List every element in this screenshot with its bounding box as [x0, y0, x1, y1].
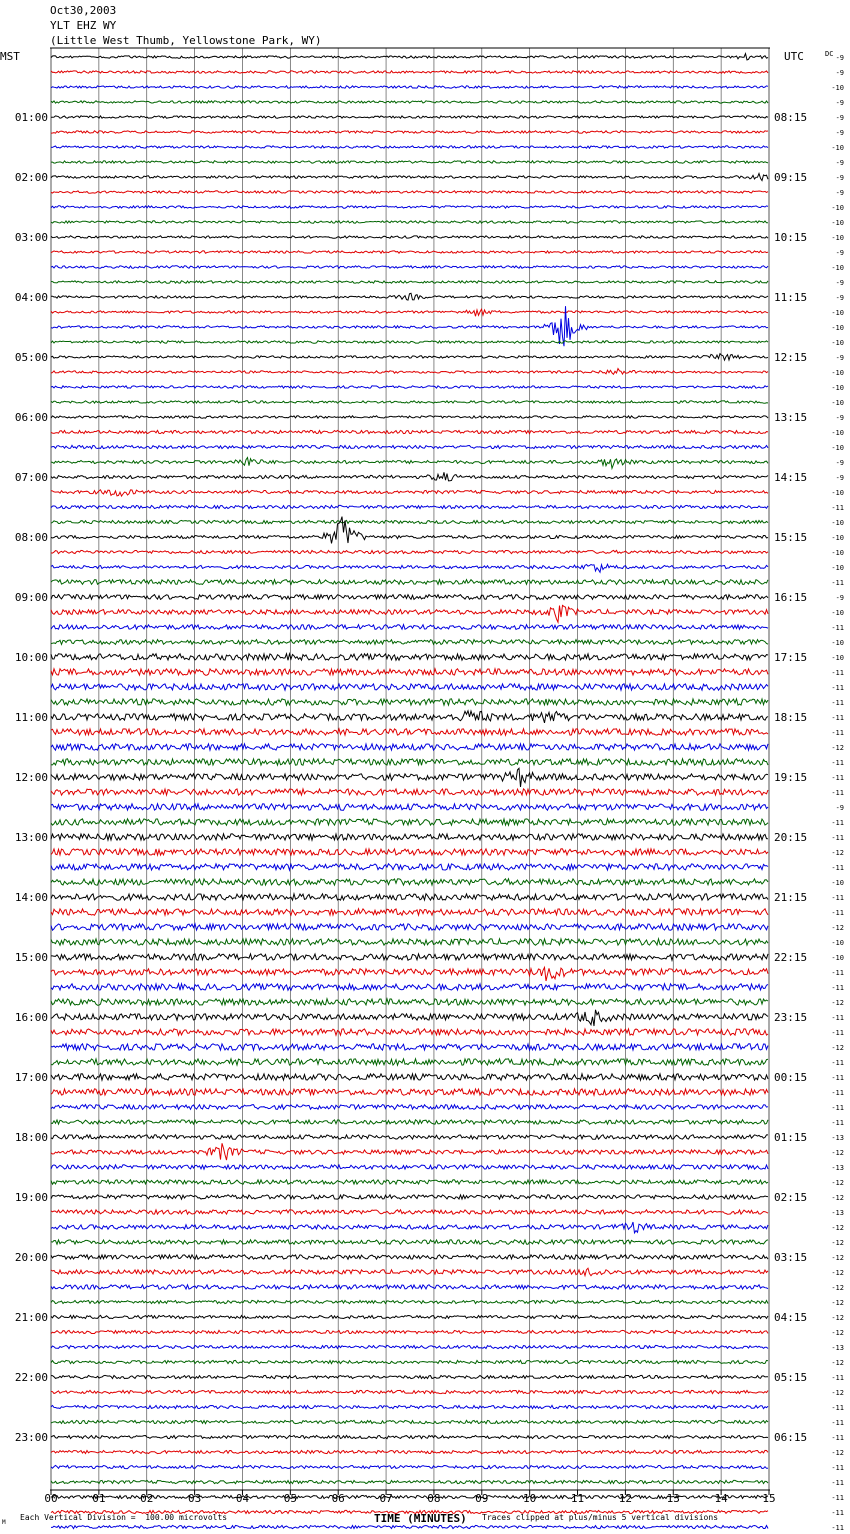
- dc-offset-label: -10: [831, 654, 844, 662]
- trace-line: [51, 161, 768, 163]
- dc-offset-label: -9: [835, 174, 844, 182]
- trace-line: [51, 625, 768, 630]
- dc-offset-label: -10: [831, 219, 844, 227]
- trace-line: [51, 967, 768, 981]
- trace-line: [51, 86, 768, 88]
- x-tick-label: 03: [187, 1492, 202, 1505]
- dc-offset-label: -11: [831, 1434, 844, 1442]
- x-axis-title: TIME (MINUTES): [374, 1512, 467, 1525]
- trace-line: [51, 1255, 768, 1259]
- x-tick-label: 05: [283, 1492, 297, 1505]
- dc-offset-label: -10: [831, 384, 844, 392]
- dc-offset-label: -12: [831, 1194, 844, 1202]
- clip-note: Traces clipped at plus/minus 5 vertical divisions: [482, 1513, 719, 1522]
- dc-offset-label: -9: [835, 114, 844, 122]
- hour-label-mst: 14:00: [14, 891, 48, 904]
- dc-offset-label: -10: [831, 879, 844, 887]
- trace-line: [51, 1240, 768, 1244]
- dc-offset-label: -10: [831, 639, 844, 647]
- trace-line: [51, 146, 768, 148]
- dc-offset-label: -9: [835, 189, 844, 197]
- dc-offset-label: -12: [831, 1224, 844, 1232]
- dc-offset-label: -13: [831, 1134, 844, 1142]
- dc-offset-label: -10: [831, 399, 844, 407]
- hour-label-mst: 15:00: [14, 951, 48, 964]
- trace-line: [51, 1480, 768, 1483]
- hour-label-utc: 19:15: [774, 771, 808, 784]
- trace-line: [51, 684, 768, 690]
- trace-line: [51, 1465, 768, 1468]
- dc-offset-label: -9: [835, 474, 844, 482]
- trace-line: [51, 1089, 768, 1095]
- trace-line: [51, 939, 768, 945]
- hour-label-mst: 04:00: [14, 291, 48, 304]
- dc-offset-label: -11: [831, 1494, 844, 1502]
- dc-offset-label: -12: [831, 1284, 844, 1292]
- dc-offset-label: -11: [831, 1509, 844, 1517]
- hour-label-utc: 14:15: [774, 471, 808, 484]
- trace-line: [51, 640, 768, 645]
- hour-label-utc: 12:15: [774, 351, 808, 364]
- hour-label-mst: 12:00: [14, 771, 48, 784]
- dc-offset-label: -11: [831, 684, 844, 692]
- trace-line: [51, 401, 768, 403]
- hour-label-mst: 13:00: [14, 831, 48, 844]
- dc-offset-label: -11: [831, 834, 844, 842]
- trace-line: [51, 520, 768, 523]
- hour-label-utc: 16:15: [774, 591, 808, 604]
- dc-offset-label: -10: [831, 489, 844, 497]
- trace-line: [51, 1345, 768, 1348]
- dc-offset-label: -10: [831, 549, 844, 557]
- trace-line: [51, 819, 768, 825]
- dc-offset-label: -11: [831, 1029, 844, 1037]
- trace-line: [51, 1143, 768, 1160]
- hour-label-mst: 06:00: [14, 411, 48, 424]
- trace-line: [51, 206, 768, 208]
- hour-label-utc: 18:15: [774, 711, 808, 724]
- hour-label-mst: 18:00: [14, 1131, 48, 1144]
- corner-mark: M: [2, 1519, 6, 1526]
- dc-offset-label: -11: [831, 1404, 844, 1412]
- dc-offset-label: -11: [831, 774, 844, 782]
- trace-line: [51, 1010, 768, 1026]
- trace-line: [51, 1029, 768, 1035]
- hour-label-mst: 07:00: [14, 471, 48, 484]
- trace-line: [51, 1268, 768, 1276]
- hour-label-utc: 22:15: [774, 951, 808, 964]
- trace-line: [51, 54, 768, 60]
- x-tick-label: 00: [44, 1492, 58, 1505]
- trace-line: [51, 1315, 768, 1318]
- dc-offset-label: -12: [831, 1389, 844, 1397]
- dc-offset-label: -13: [831, 1164, 844, 1172]
- trace-line: [51, 191, 768, 193]
- dc-offset-label: -10: [831, 309, 844, 317]
- dc-offset-label: -12: [831, 1314, 844, 1322]
- dc-offset-label: -11: [831, 714, 844, 722]
- trace-line: [51, 1405, 768, 1408]
- trace-line: [51, 804, 768, 810]
- dc-offset-label: -12: [831, 924, 844, 932]
- dc-offset-label: -11: [831, 624, 844, 632]
- dc-offset-label: -10: [831, 339, 844, 347]
- dc-offset-label: -10: [831, 429, 844, 437]
- x-tick-label: 10: [523, 1492, 537, 1505]
- hour-label-utc: 09:15: [774, 171, 808, 184]
- hour-label-mst: 23:00: [14, 1431, 48, 1444]
- dc-offset-label: -10: [831, 234, 844, 242]
- hour-label-mst: 19:00: [14, 1191, 48, 1204]
- trace-line: [51, 309, 768, 316]
- hour-label-utc: 01:15: [774, 1131, 808, 1144]
- chart-location: (Little West Thumb, Yellowstone Park, WY): [50, 34, 322, 47]
- dc-offset-label: -12: [831, 744, 844, 752]
- dc-offset-label: -13: [831, 1344, 844, 1352]
- hour-label-mst: 01:00: [14, 111, 48, 124]
- trace-line: [51, 879, 768, 885]
- trace-line: [51, 654, 768, 660]
- dc-offset-label: -12: [831, 1239, 844, 1247]
- dc-offset-label: -11: [831, 1524, 844, 1532]
- dc-offset-label: -11: [831, 1464, 844, 1472]
- trace-line: [51, 1120, 768, 1124]
- dc-offset-label: -9: [835, 459, 844, 467]
- dc-header-label: DC: [825, 50, 834, 58]
- x-tick-label: 12: [618, 1492, 633, 1505]
- dc-offset-label: -11: [831, 1479, 844, 1487]
- trace-line: [51, 281, 768, 283]
- hour-label-mst: 17:00: [14, 1071, 48, 1084]
- dc-offset-label: -11: [831, 579, 844, 587]
- trace-line: [51, 1360, 768, 1363]
- dc-offset-label: -12: [831, 999, 844, 1007]
- dc-offset-label: -12: [831, 1299, 844, 1307]
- dc-offset-label: -12: [831, 849, 844, 857]
- dc-offset-label: -9: [835, 69, 844, 77]
- trace-line: [51, 1330, 768, 1333]
- x-tick-label: 09: [475, 1492, 489, 1505]
- trace-line: [51, 1195, 768, 1199]
- trace-line: [51, 909, 768, 915]
- trace-line: [51, 386, 768, 388]
- hour-label-mst: 21:00: [14, 1311, 48, 1324]
- dc-offset-label: -11: [831, 1419, 844, 1427]
- dc-offset-label: -9: [835, 54, 844, 62]
- chart-date: Oct30,2003: [50, 4, 117, 17]
- x-tick-label: 13: [666, 1492, 680, 1505]
- hour-label-mst: 16:00: [14, 1011, 48, 1024]
- trace-line: [51, 954, 768, 960]
- dc-offset-label: -11: [831, 1089, 844, 1097]
- dc-offset-label: -9: [835, 279, 844, 287]
- dc-offset-label: -9: [835, 354, 844, 362]
- dc-offset-label: -11: [831, 819, 844, 827]
- hour-label-utc: 21:15: [774, 891, 808, 904]
- trace-line: [51, 849, 768, 855]
- trace-line: [51, 1525, 768, 1528]
- trace-line: [51, 580, 768, 585]
- hour-label-mst: 22:00: [14, 1371, 48, 1384]
- trace-line: [51, 101, 768, 103]
- dc-offset-label: -9: [835, 414, 844, 422]
- hour-label-mst: 20:00: [14, 1251, 48, 1264]
- x-tick-label: 07: [379, 1492, 393, 1505]
- hour-label-utc: 13:15: [774, 411, 808, 424]
- chart-station: YLT EHZ WY: [50, 19, 117, 32]
- trace-line: [51, 729, 768, 735]
- dc-offset-label: -13: [831, 1209, 844, 1217]
- x-tick-label: 08: [427, 1492, 441, 1505]
- dc-offset-label: -11: [831, 894, 844, 902]
- trace-line: [51, 894, 768, 900]
- trace-line: [51, 924, 768, 930]
- trace-line: [51, 999, 768, 1005]
- trace-line: [51, 550, 768, 553]
- dc-offset-label: -11: [831, 504, 844, 512]
- dc-offset-label: -9: [835, 294, 844, 302]
- dc-offset-label: -11: [831, 1119, 844, 1127]
- dc-offset-label: -12: [831, 1329, 844, 1337]
- dc-offset-label: -10: [831, 324, 844, 332]
- trace-line: [51, 71, 768, 73]
- dc-offset-label: -11: [831, 984, 844, 992]
- hour-label-utc: 05:15: [774, 1371, 808, 1384]
- hour-label-mst: 09:00: [14, 591, 48, 604]
- trace-line: [51, 116, 768, 118]
- trace-line: [51, 1300, 768, 1303]
- dc-offset-label: -10: [831, 204, 844, 212]
- trace-line: [51, 1285, 768, 1289]
- x-tick-label: 04: [235, 1492, 250, 1505]
- dc-offset-label: -12: [831, 1254, 844, 1262]
- dc-offset-label: -10: [831, 144, 844, 152]
- dc-offset-label: -10: [831, 534, 844, 542]
- trace-line: [51, 1420, 768, 1423]
- dc-offset-label: -11: [831, 789, 844, 797]
- x-tick-label: 01: [92, 1492, 106, 1505]
- scale-note: Each Vertical Division = 100.00 microvolts: [20, 1513, 228, 1522]
- left-timezone-label: MST: [0, 50, 20, 63]
- hour-label-mst: 11:00: [14, 711, 48, 724]
- dc-offset-label: -11: [831, 1074, 844, 1082]
- dc-offset-label: -10: [831, 519, 844, 527]
- dc-offset-label: -11: [831, 699, 844, 707]
- dc-offset-label: -12: [831, 1179, 844, 1187]
- dc-offset-label: -9: [835, 804, 844, 812]
- dc-offset-label: -9: [835, 129, 844, 137]
- trace-line: [51, 430, 768, 433]
- hour-label-utc: 20:15: [774, 831, 808, 844]
- trace-line: [51, 789, 768, 795]
- dc-offset-label: -11: [831, 1374, 844, 1382]
- hour-label-utc: 00:15: [774, 1071, 808, 1084]
- trace-line: [51, 472, 768, 481]
- dc-offset-label: -11: [831, 864, 844, 872]
- trace-line: [51, 834, 768, 840]
- trace-line: [51, 445, 768, 448]
- hour-label-utc: 02:15: [774, 1191, 808, 1204]
- trace-line: [51, 221, 768, 223]
- trace-line: [51, 759, 768, 765]
- dc-offset-label: -11: [831, 969, 844, 977]
- trace-line: [51, 711, 768, 723]
- trace-line: [51, 1059, 768, 1065]
- hour-label-mst: 02:00: [14, 171, 48, 184]
- trace-line: [51, 458, 768, 469]
- dc-offset-label: -12: [831, 1359, 844, 1367]
- trace-line: [51, 1210, 768, 1214]
- trace-line: [51, 1044, 768, 1050]
- dc-offset-label: -11: [831, 1104, 844, 1112]
- dc-offset-label: -11: [831, 909, 844, 917]
- dc-offset-label: -11: [831, 759, 844, 767]
- trace-line: [51, 1435, 768, 1438]
- hour-label-utc: 03:15: [774, 1251, 808, 1264]
- x-tick-label: 15: [762, 1492, 776, 1505]
- trace-line: [51, 1390, 768, 1393]
- trace-line: [51, 595, 768, 600]
- x-tick-label: 14: [714, 1492, 728, 1505]
- trace-line: [51, 605, 768, 622]
- trace-line: [51, 266, 768, 268]
- hour-label-mst: 10:00: [14, 651, 48, 664]
- dc-offset-label: -12: [831, 1269, 844, 1277]
- dc-offset-label: -10: [831, 564, 844, 572]
- hour-label-utc: 06:15: [774, 1431, 808, 1444]
- dc-offset-label: -12: [831, 1149, 844, 1157]
- trace-line: [51, 1450, 768, 1453]
- trace-line: [51, 490, 768, 496]
- dc-offset-label: -10: [831, 264, 844, 272]
- trace-line: [51, 1074, 768, 1080]
- dc-offset-label: -9: [835, 99, 844, 107]
- x-tick-label: 11: [570, 1492, 585, 1505]
- hour-label-utc: 11:15: [774, 291, 808, 304]
- hour-label-mst: 05:00: [14, 351, 48, 364]
- dc-offset-label: -11: [831, 1059, 844, 1067]
- dc-offset-label: -10: [831, 444, 844, 452]
- trace-line: [51, 236, 768, 238]
- dc-offset-label: -11: [831, 1014, 844, 1022]
- x-tick-label: 06: [331, 1492, 345, 1505]
- hour-label-mst: 08:00: [14, 531, 48, 544]
- trace-line: [51, 1105, 768, 1110]
- trace-line: [51, 864, 768, 870]
- trace-line: [51, 768, 768, 787]
- dc-offset-label: -10: [831, 939, 844, 947]
- dc-offset-label: -10: [831, 369, 844, 377]
- trace-line: [51, 1165, 768, 1169]
- dc-offset-label: -9: [835, 594, 844, 602]
- trace-line: [51, 1495, 768, 1498]
- dc-offset-label: -10: [831, 609, 844, 617]
- trace-line: [51, 699, 768, 705]
- dc-offset-label: -10: [831, 954, 844, 962]
- trace-line: [51, 1180, 768, 1184]
- trace-line: [51, 1375, 768, 1378]
- trace-line: [51, 174, 768, 181]
- hour-label-utc: 08:15: [774, 111, 808, 124]
- trace-line: [51, 354, 768, 360]
- trace-line: [51, 744, 768, 750]
- dc-offset-label: -9: [835, 249, 844, 257]
- trace-line: [51, 1135, 768, 1139]
- hour-label-utc: 04:15: [774, 1311, 808, 1324]
- trace-line: [51, 1222, 768, 1233]
- hour-label-mst: 03:00: [14, 231, 48, 244]
- hour-label-utc: 17:15: [774, 651, 808, 664]
- trace-line: [51, 669, 768, 675]
- x-tick-label: 02: [140, 1492, 154, 1505]
- trace-line: [51, 984, 768, 990]
- dc-offset-label: -9: [835, 159, 844, 167]
- trace-line: [51, 251, 768, 253]
- hour-label-utc: 10:15: [774, 231, 808, 244]
- trace-line: [51, 369, 768, 375]
- dc-offset-label: -11: [831, 729, 844, 737]
- hour-label-utc: 23:15: [774, 1011, 808, 1024]
- hour-label-utc: 15:15: [774, 531, 808, 544]
- trace-line: [51, 341, 768, 343]
- dc-offset-label: -10: [831, 84, 844, 92]
- trace-line: [51, 131, 768, 133]
- trace-line: [51, 416, 768, 418]
- right-timezone-label: UTC: [784, 50, 804, 63]
- trace-line: [51, 564, 768, 572]
- trace-line: [51, 505, 768, 508]
- dc-offset-label: -12: [831, 1449, 844, 1457]
- dc-offset-label: -12: [831, 1044, 844, 1052]
- trace-line: [51, 293, 768, 300]
- dc-offset-label: -11: [831, 669, 844, 677]
